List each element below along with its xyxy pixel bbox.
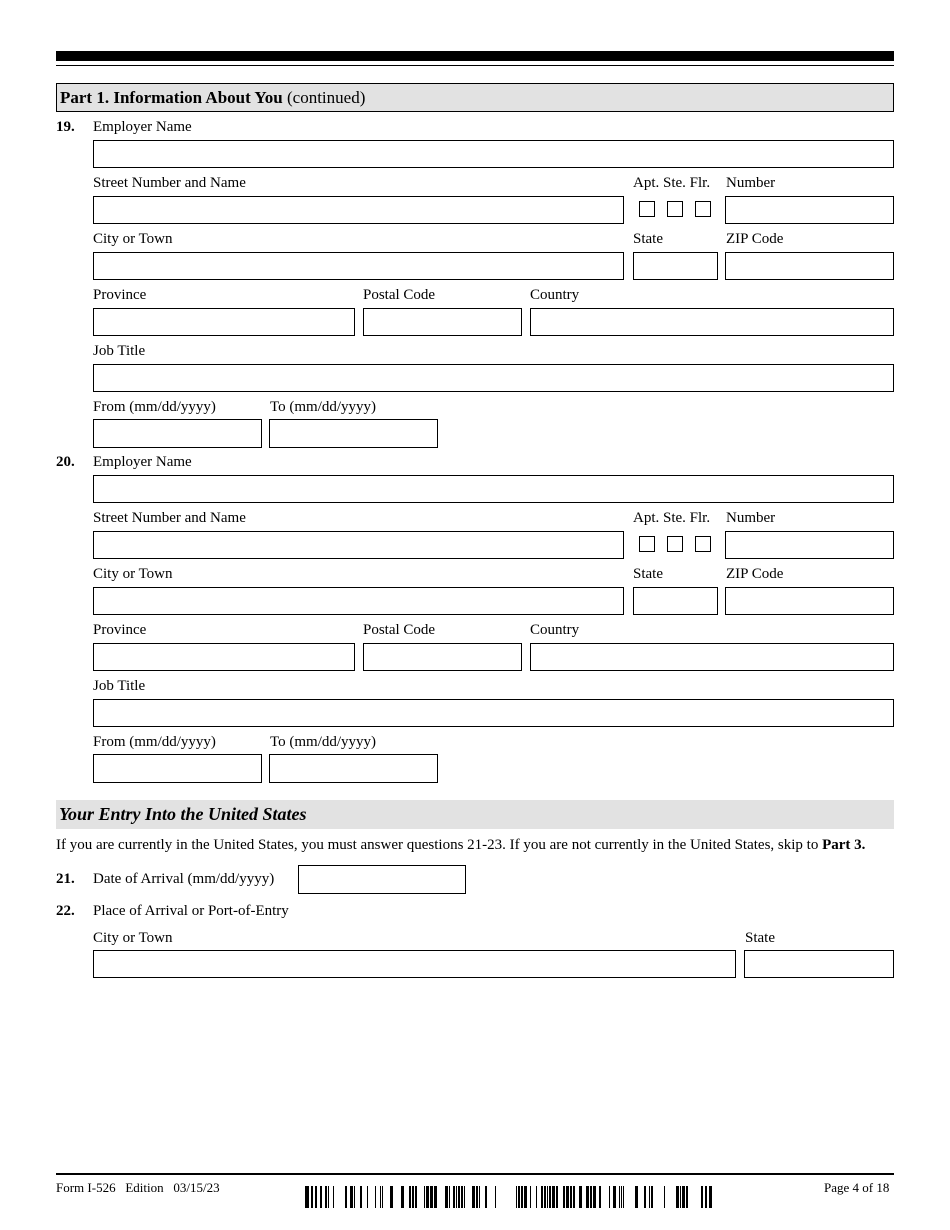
country-input[interactable] (530, 308, 894, 336)
job-title-input[interactable] (93, 364, 894, 392)
country-label: Country (530, 287, 580, 303)
to-date-input[interactable] (269, 754, 438, 783)
unit-number-label: Number (726, 175, 776, 191)
flr-checkbox[interactable] (695, 536, 711, 552)
city-input[interactable] (93, 587, 624, 615)
apt-checkbox[interactable] (639, 201, 655, 217)
zip-input[interactable] (725, 587, 894, 615)
city-label: City or Town (93, 231, 173, 247)
question-number: 21. (56, 871, 75, 887)
state-select[interactable] (633, 587, 718, 615)
unit-number-label: Number (726, 510, 776, 526)
street-label: Street Number and Name (93, 175, 246, 191)
edition-date: 03/15/23 (173, 1180, 220, 1195)
unit-number-input[interactable] (725, 196, 894, 224)
postal-code-input[interactable] (363, 308, 522, 336)
from-date-input[interactable] (93, 754, 262, 783)
instructions-text: If you are currently in the United States, you must answer questions 21-23. If you are not currently in the United States, skip to (56, 837, 823, 853)
ste-checkbox[interactable] (667, 201, 683, 217)
barcode-icon (305, 1186, 713, 1208)
state-select[interactable] (633, 252, 718, 280)
city-input[interactable] (93, 252, 624, 280)
job-title-input[interactable] (93, 699, 894, 727)
top-rule-thin (56, 65, 894, 66)
country-input[interactable] (530, 643, 894, 671)
edition-label: Edition (125, 1180, 164, 1195)
postal-code-input[interactable] (363, 643, 522, 671)
section-instructions (56, 837, 865, 854)
arrival-city-input[interactable] (93, 950, 736, 978)
part-header-title: Part 1. Information About You (60, 88, 283, 107)
to-date-label: To (mm/dd/yyyy) (270, 399, 377, 415)
ste-checkbox[interactable] (667, 536, 683, 552)
employer-name-label: Employer Name (93, 119, 192, 135)
from-date-label: From (mm/dd/yyyy) (93, 734, 216, 750)
employer-name-label: Employer Name (93, 454, 192, 470)
apt-checkbox[interactable] (639, 536, 655, 552)
apt-ste-flr-label: Apt. Ste. Flr. (633, 510, 711, 526)
date-of-arrival-input[interactable] (298, 865, 466, 894)
zip-label: ZIP Code (726, 566, 784, 582)
postal-code-label: Postal Code (363, 622, 436, 638)
street-label: Street Number and Name (93, 510, 246, 526)
job-title-label: Job Title (93, 678, 146, 694)
state-label: State (633, 566, 663, 582)
postal-code-label: Postal Code (363, 287, 436, 303)
zip-input[interactable] (725, 252, 894, 280)
instructions-part-ref: Part 3. (822, 837, 866, 853)
state-label: State (633, 231, 663, 247)
zip-label: ZIP Code (726, 231, 784, 247)
flr-checkbox[interactable] (695, 201, 711, 217)
province-input[interactable] (93, 308, 355, 336)
question-number: 22. (56, 903, 75, 919)
footer-form-info (56, 1180, 220, 1196)
province-input[interactable] (93, 643, 355, 671)
to-date-label: To (mm/dd/yyyy) (270, 734, 377, 750)
employer-name-input[interactable] (93, 140, 894, 168)
job-title-label: Job Title (93, 343, 146, 359)
from-date-label: From (mm/dd/yyyy) (93, 399, 216, 415)
arrival-state-label: State (745, 930, 775, 946)
page-number: Page 4 of 18 (824, 1180, 890, 1195)
street-input[interactable] (93, 531, 624, 559)
section-header (56, 800, 894, 829)
date-of-arrival-label: Date of Arrival (mm/dd/yyyy) (93, 871, 275, 887)
footer-rule (56, 1173, 894, 1175)
arrival-city-label: City or Town (93, 930, 173, 946)
port-of-entry-label: Place of Arrival or Port-of-Entry (93, 903, 289, 919)
employer-name-input[interactable] (93, 475, 894, 503)
from-date-input[interactable] (93, 419, 262, 448)
section-title: Your Entry Into the United States (59, 804, 307, 824)
part-header-suffix: (continued) (287, 88, 366, 107)
unit-number-input[interactable] (725, 531, 894, 559)
country-label: Country (530, 622, 580, 638)
form-id: Form I-526 (56, 1180, 116, 1195)
street-input[interactable] (93, 196, 624, 224)
question-number: 19. (56, 119, 75, 135)
to-date-input[interactable] (269, 419, 438, 448)
top-rule-thick (56, 51, 894, 61)
arrival-state-select[interactable] (744, 950, 894, 978)
province-label: Province (93, 622, 147, 638)
province-label: Province (93, 287, 147, 303)
question-number: 20. (56, 454, 75, 470)
city-label: City or Town (93, 566, 173, 582)
part-header (56, 83, 894, 112)
apt-ste-flr-label: Apt. Ste. Flr. (633, 175, 711, 191)
